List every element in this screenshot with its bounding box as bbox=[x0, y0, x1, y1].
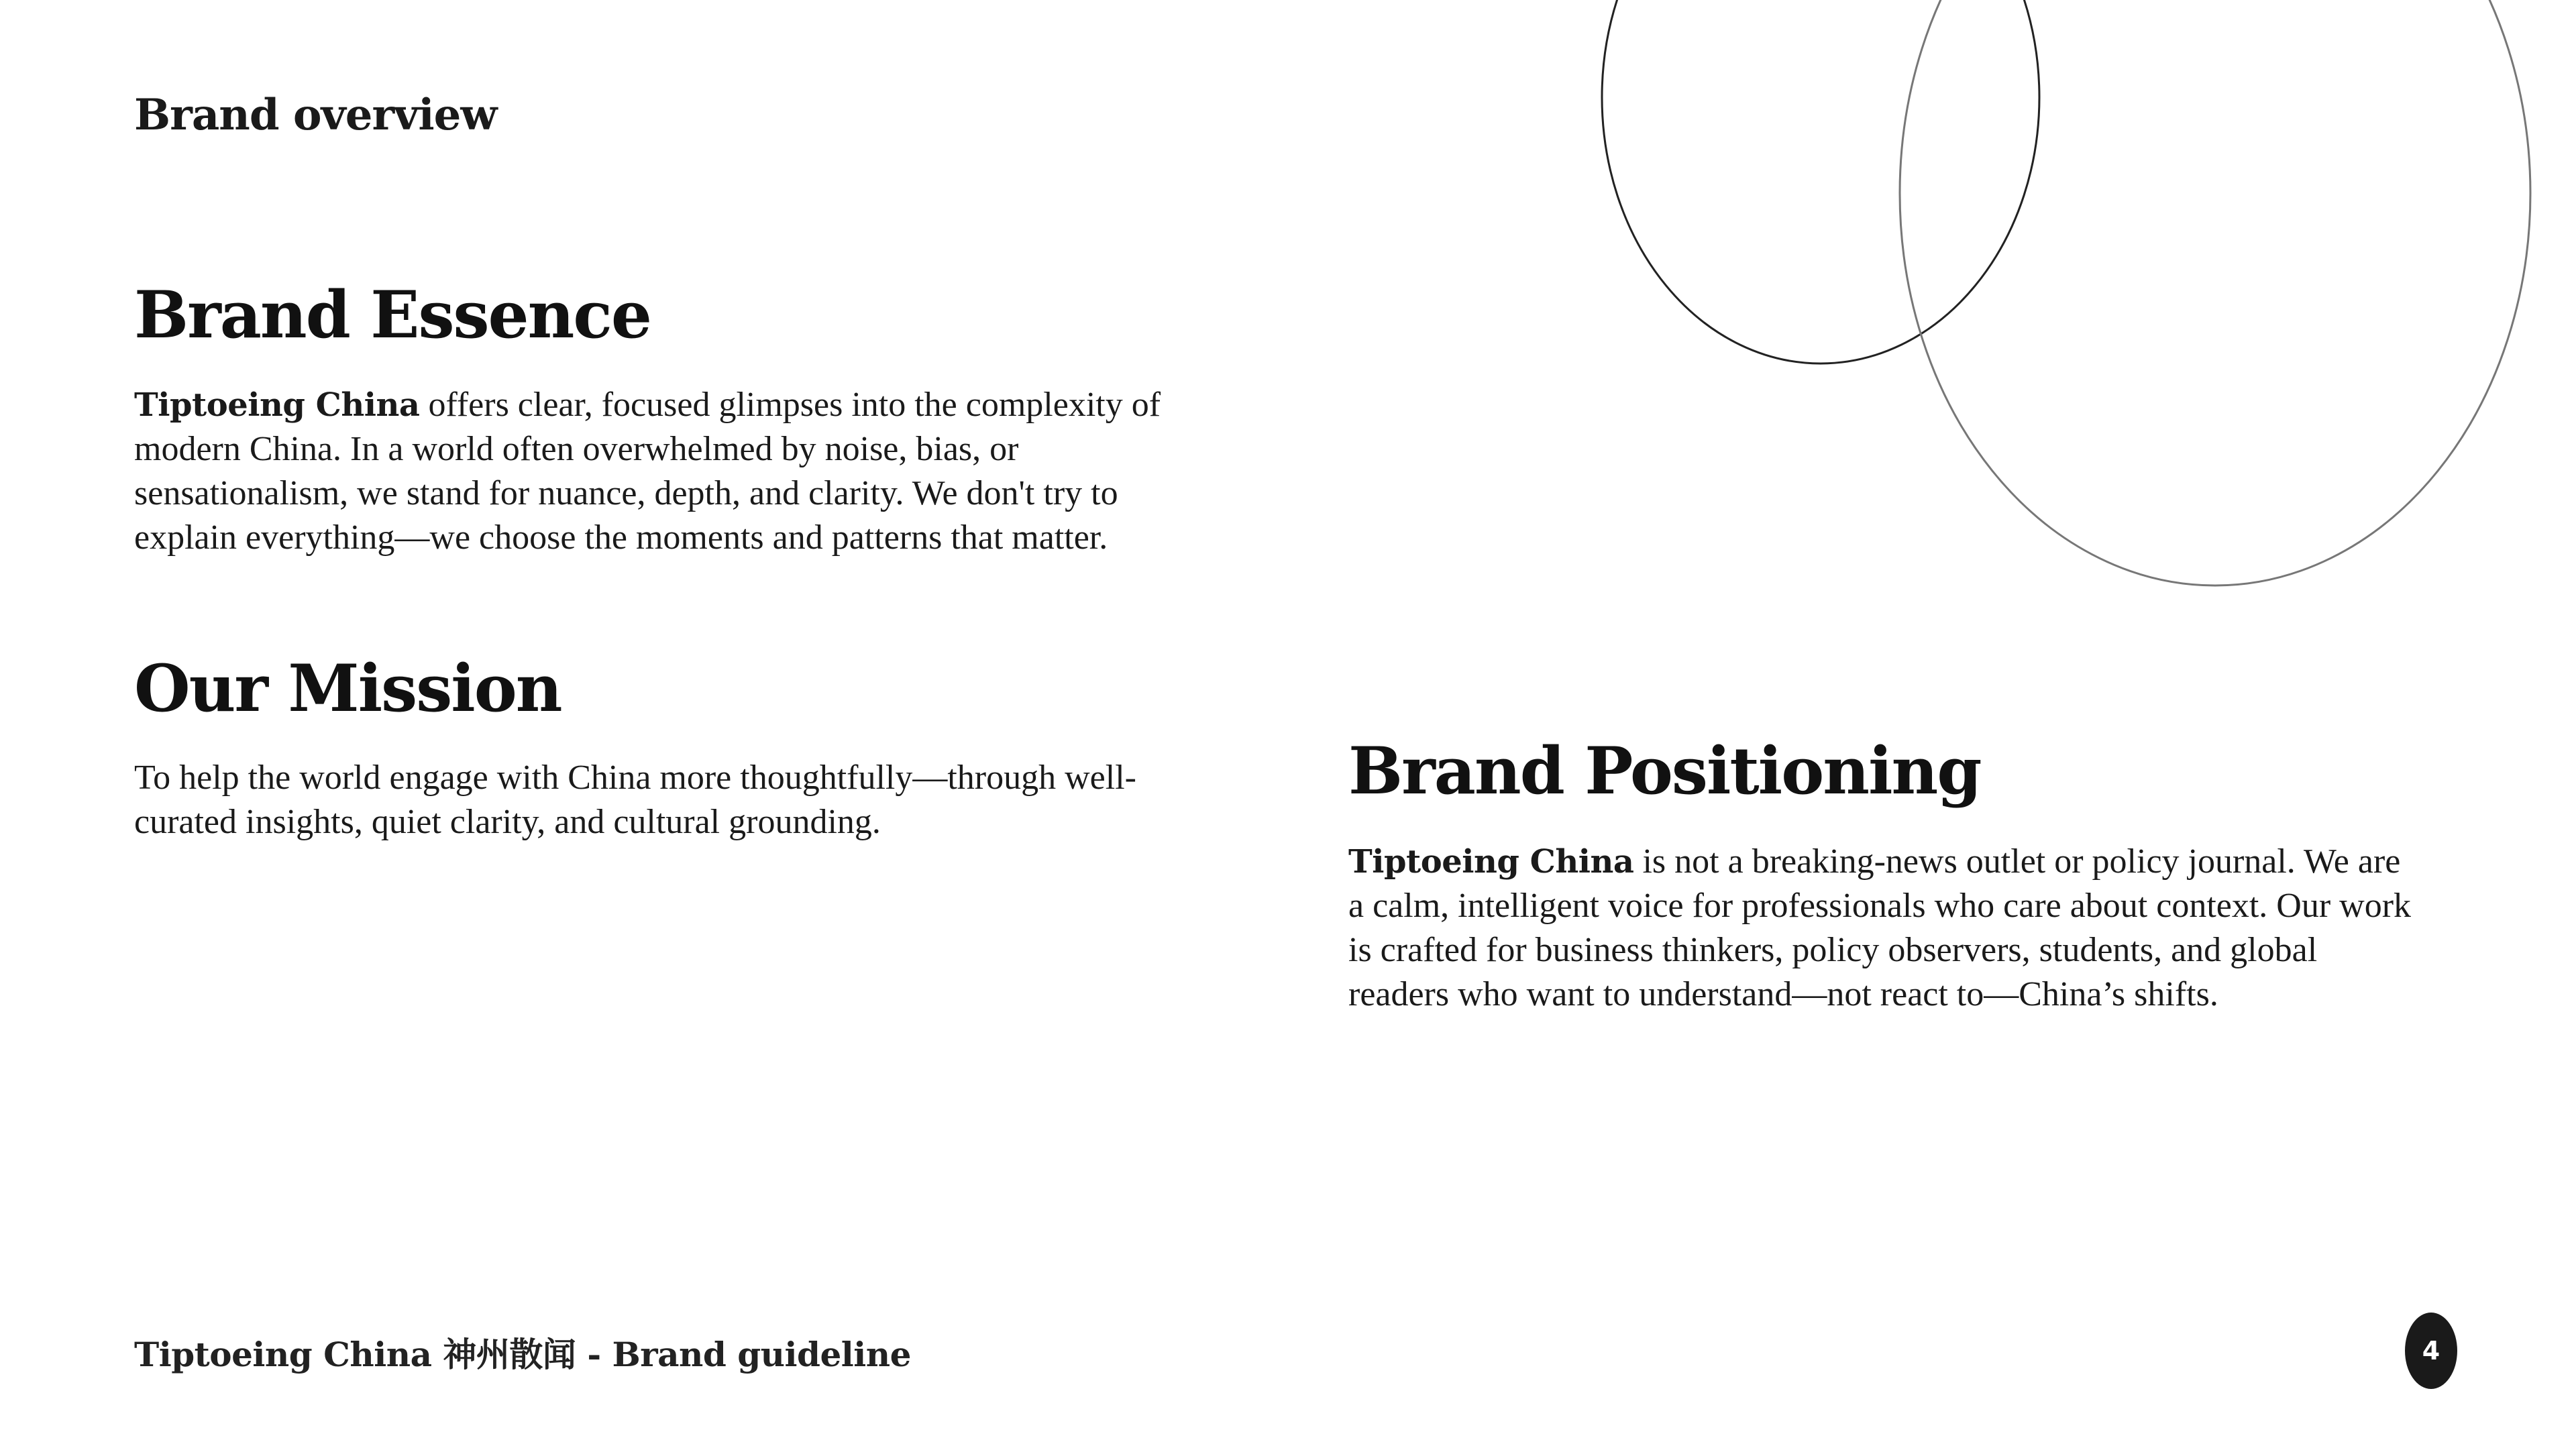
brand-positioning-heading: Brand Positioning bbox=[1348, 733, 1981, 809]
our-mission-text: To help the world engage with China more thoughtfully—through well-curated insights, quiet clarity, and cultural grounding. bbox=[134, 759, 1136, 841]
page-number-badge: 4 bbox=[2405, 1313, 2457, 1389]
brand-essence-heading: Brand Essence bbox=[134, 277, 651, 353]
brand-name: Tiptoeing China bbox=[134, 386, 420, 424]
ellipse-large-outline bbox=[1900, 0, 2530, 586]
brand-positioning-body: is not a breaking-news outlet or policy journal. We are a calm, intelligent voice for professionals who care about context. Our work is crafted for business thinkers, policy observers, students, and global readers who want to understand—not react to—China’s shifts. bbox=[1348, 842, 2412, 1013]
footer-title: Tiptoeing China 神州散闻 - Brand guideline bbox=[134, 1335, 911, 1374]
our-mission-heading: Our Mission bbox=[134, 651, 561, 726]
brand-essence-body: offers clear, focused glimpses into the complexity of modern China. In a world often overwhelmed by noise, bias, or sensationalism, we stand for nuance, depth, and clarity. We don't try to explain everything—we choose the moments and patterns that matter. bbox=[134, 386, 1161, 557]
section-label: Brand overview bbox=[134, 90, 497, 140]
brand-positioning-text bbox=[1348, 840, 2422, 1017]
brand-essence-text bbox=[134, 383, 1181, 560]
brand-name: Tiptoeing China bbox=[1348, 843, 1634, 881]
ellipse-small-outline bbox=[1602, 0, 2039, 364]
